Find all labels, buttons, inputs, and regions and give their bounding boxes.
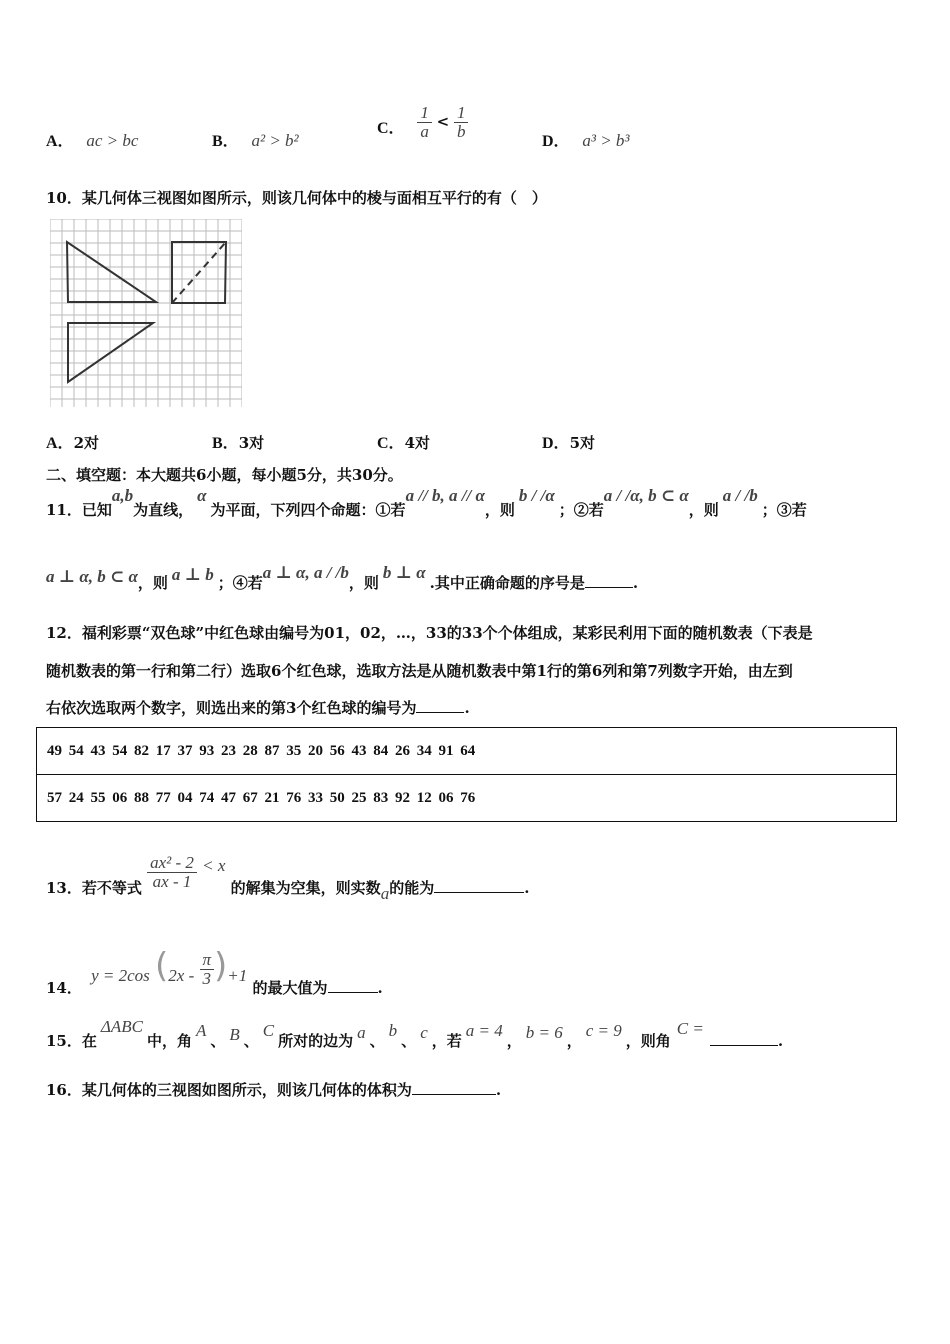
q13: 13．若不等式 $\frac{\text{ax² - 2}}{ax - 1}$ < x 的解集为空集，则实数a的能为 .	[46, 853, 530, 903]
q10-text: 10．某几何体三视图如图所示，则该几何体中的棱与面相互平行的有（ ）	[46, 189, 547, 207]
random-table-row-1: 49 54 43 54 82 17 37 93 23 28 87 35 20 56 43 84 26 34 91 64	[37, 728, 897, 775]
answer-blank[interactable]	[434, 892, 524, 893]
q15: 15．在ΔABC中，角A、 B 、C所对的边为 a 、b、 c ，若a = 4， b = 6 ，c = 9，则角C =.	[46, 1017, 784, 1050]
random-table-row-2: 57 24 55 06 88 77 04 74 47 67 21 76 33 50 25 83 92 12 06 76	[37, 775, 897, 822]
q12-line3: 右依次选取两个数字，则选出来的第3个红色球的编号为 .	[46, 699, 470, 717]
right-paren: )	[214, 946, 228, 986]
q10-option-c: C．4对	[377, 434, 430, 452]
pi-over-3: $\frac{\pi}{3}$	[200, 951, 215, 988]
q10-option-b: B．3对	[212, 434, 265, 452]
answer-blank[interactable]	[710, 1045, 778, 1046]
q9-option-b: B． a² > b²	[212, 131, 299, 150]
fraction-1-over-a: $\frac{1}{a}$	[417, 104, 432, 141]
three-view-figure	[50, 219, 242, 411]
q11-line1: 11．已知a,b为直线，α为平面，下列四个命题：①若a // b, a // α，则b / /α；②若a / /α, b ⊂ α，则a / /b；③若	[46, 486, 807, 519]
q10-option-a: A．2对	[46, 434, 99, 452]
section-2-heading: 二、填空题：本大题共6小题，每小题5分，共30分。	[46, 466, 403, 484]
front-view-triangle	[67, 242, 156, 302]
answer-blank[interactable]	[412, 1094, 496, 1095]
q11-line2: a ⊥ α, b ⊂ α，则 a ⊥ b ；④若a ⊥ α, a / /b，则b ⊥ α.其中正确命题的序号是 .	[46, 563, 639, 592]
answer-blank[interactable]	[416, 712, 464, 713]
q10-option-d: D．5对	[542, 434, 595, 452]
q12-line2: 随机数表的第一行和第二行）选取6个红色球，选取方法是从随机数表中第1行的第6列和第7列数字开始，由左到	[46, 662, 793, 680]
q16: 16．某几何体的三视图如图所示，则该几何体的体积为 .	[46, 1081, 502, 1099]
left-paren: (	[155, 946, 169, 986]
q9-option-c: C． $\frac{1}{a}$ < $\frac{1}{b}$	[377, 104, 468, 141]
random-number-table	[36, 727, 897, 822]
q9-option-a: A． ac > bc	[46, 131, 139, 150]
q9-option-d: D． a³ > b³	[542, 131, 630, 150]
q12-line1: 12．福利彩票“双色球”中红色球由编号为01，02，…，33的33个个体组成，某彩民利用下面的随机数表（下表是	[46, 624, 813, 642]
q14: 14． y = 2cos (2x - $\frac{\pi}{3}$ )+1 的最大值为 .	[46, 946, 383, 997]
answer-blank[interactable]	[585, 587, 633, 588]
fraction-1-over-b: $\frac{1}{b}$	[454, 104, 469, 141]
inequality-fraction: $\frac{\text{ax² - 2}}{ax - 1}$	[147, 854, 197, 891]
three-view-grid	[50, 219, 242, 407]
answer-blank[interactable]	[328, 992, 378, 993]
